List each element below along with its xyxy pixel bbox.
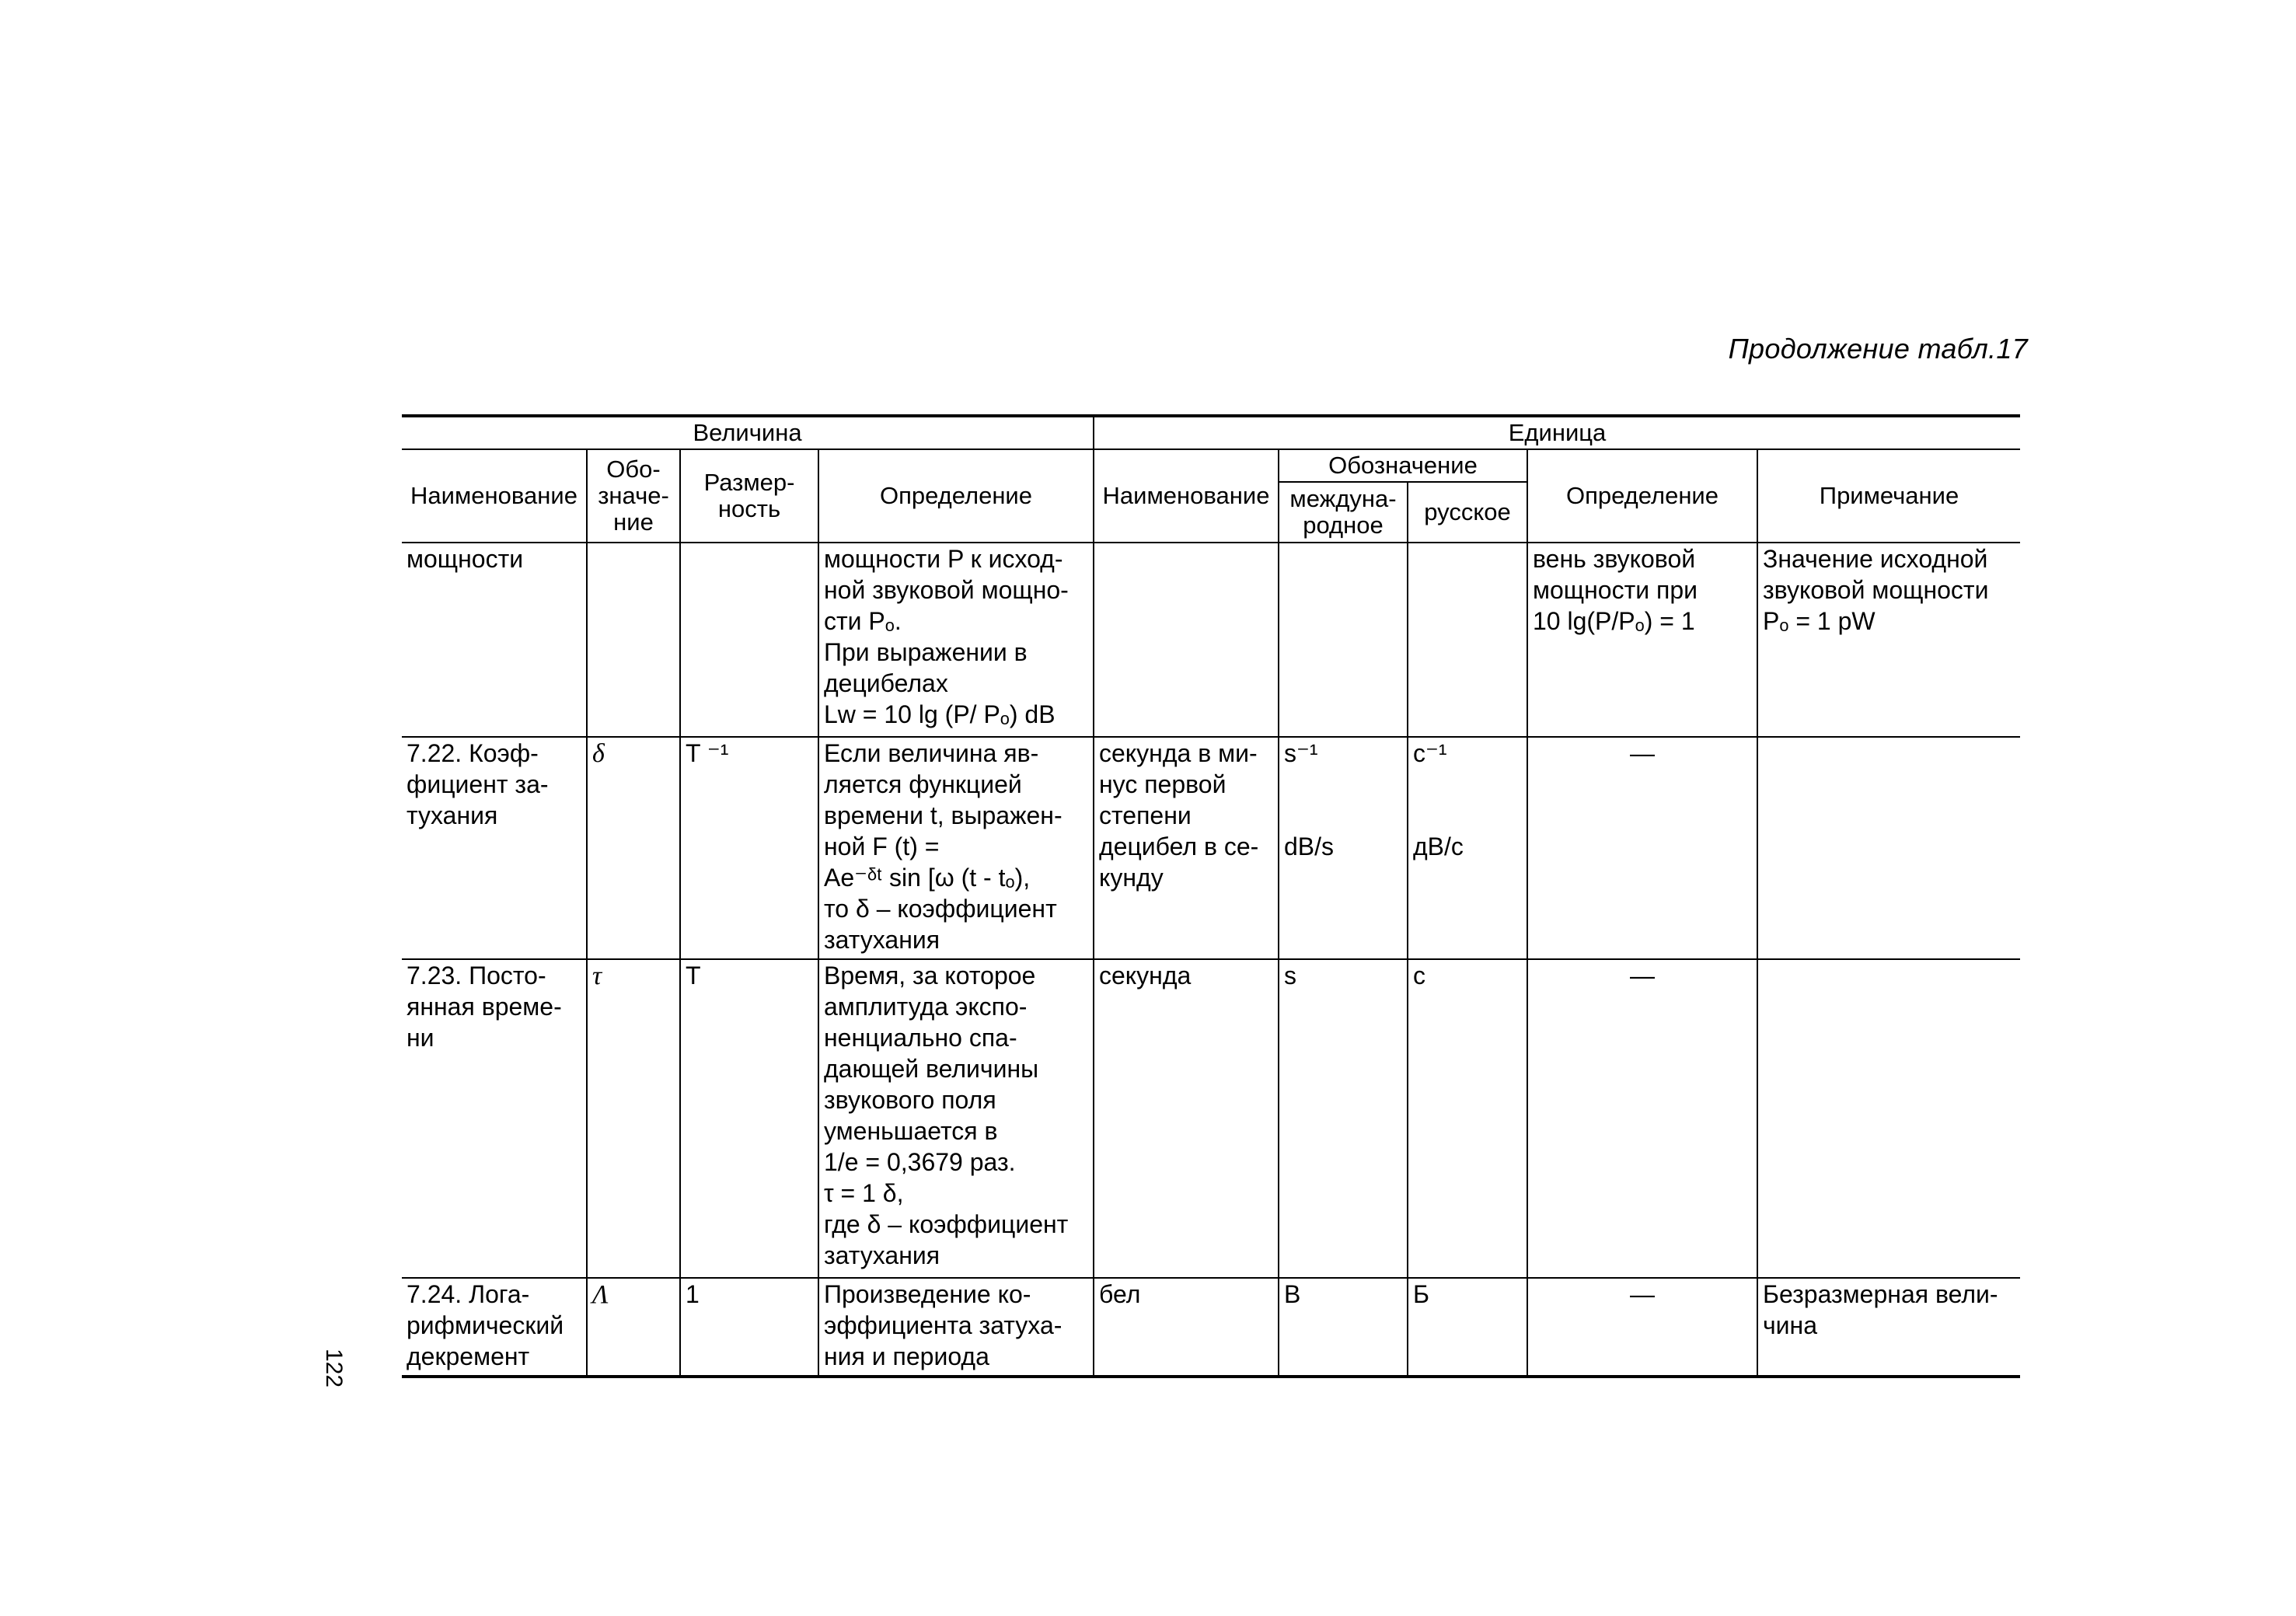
cell-symbol: [587, 543, 680, 737]
header-unit: Единица: [1094, 416, 2020, 449]
cell-symbol: δ: [587, 737, 680, 959]
cell-note: Безразмерная вели- чина: [1757, 1278, 2020, 1377]
cell-definition: мощности P к исход- ной звуковой мощно- сти Pₒ. При выражении в децибелах Lw = 10 lg (P/ Pₒ) dB: [818, 543, 1094, 737]
units-table: [402, 414, 2020, 1378]
cell-unit-name: [1094, 543, 1279, 737]
cell-dimension: [680, 543, 818, 737]
cell-rus: с⁻¹ дВ/с: [1408, 737, 1527, 959]
header-quantity: Величина: [402, 416, 1094, 449]
cell-dimension: T: [680, 959, 818, 1278]
cell-symbol: τ: [587, 959, 680, 1278]
cell-unit-definition: вень звуковой мощности при 10 lg(P/Pₒ) = 1: [1527, 543, 1757, 737]
cell-dimension: 1: [680, 1278, 818, 1377]
header-u-definition: Определение: [1527, 449, 1757, 543]
header-u-international: междуна- родное: [1279, 482, 1408, 543]
cell-intl: [1279, 543, 1408, 737]
header-u-note: Примечание: [1757, 449, 2020, 543]
cell-rus: [1408, 543, 1527, 737]
cell-intl: s⁻¹ dB/s: [1279, 737, 1408, 959]
header-u-russian: русское: [1408, 482, 1527, 543]
cell-definition: Если величина яв- ляется функцией времени t, выражен- ной F (t) = Ae⁻ᵟᵗ sin [ω (t - tₒ), то δ – коэффициент затухания: [818, 737, 1094, 959]
table-row: [402, 1278, 2020, 1377]
cell-rus: Б: [1408, 1278, 1527, 1377]
cell-dimension: T ⁻¹: [680, 737, 818, 959]
table-caption: Продолжение табл.17: [1728, 333, 2028, 365]
page-number: 122: [321, 1349, 347, 1388]
header-q-dimension: Размер- ность: [680, 449, 818, 543]
cell-intl: B: [1279, 1278, 1408, 1377]
cell-unit-definition: —: [1527, 1278, 1757, 1377]
cell-unit-name: секунда в ми- нус первой степени децибел в се- кунду: [1094, 737, 1279, 959]
cell-symbol: Λ: [587, 1278, 680, 1377]
cell-unit-name: бел: [1094, 1278, 1279, 1377]
cell-unit-definition: —: [1527, 737, 1757, 959]
table-row: [402, 959, 2020, 1278]
header-q-definition: Определение: [818, 449, 1094, 543]
cell-definition: Произведение ко- эффициента затуха- ния и периода: [818, 1278, 1094, 1377]
cell-name: 7.23. Посто- янная време- ни: [402, 959, 587, 1278]
cell-note: [1757, 959, 2020, 1278]
table-row: [402, 543, 2020, 737]
cell-definition: Время, за которое амплитуда экспо- ненциально спа- дающей величины звукового поля уменьшается в 1/e = 0,3679 раз. τ = 1 δ, где δ – коэффициент затухания: [818, 959, 1094, 1278]
cell-note: Значение исходной звуковой мощности Pₒ = 1 pW: [1757, 543, 2020, 737]
cell-note: [1757, 737, 2020, 959]
cell-intl: s: [1279, 959, 1408, 1278]
header-u-name: Наименование: [1094, 449, 1279, 543]
cell-name: мощности: [402, 543, 587, 737]
cell-name: 7.22. Коэф- фициент за- тухания: [402, 737, 587, 959]
header-q-name: Наименование: [402, 449, 587, 543]
header-u-designation: Обозначение: [1279, 449, 1527, 482]
header-q-symbol: Обо- значе- ние: [587, 449, 680, 543]
cell-unit-name: секунда: [1094, 959, 1279, 1278]
cell-name: 7.24. Лога- рифмический декремент: [402, 1278, 587, 1377]
table-row: [402, 737, 2020, 959]
cell-unit-definition: —: [1527, 959, 1757, 1278]
cell-rus: с: [1408, 959, 1527, 1278]
